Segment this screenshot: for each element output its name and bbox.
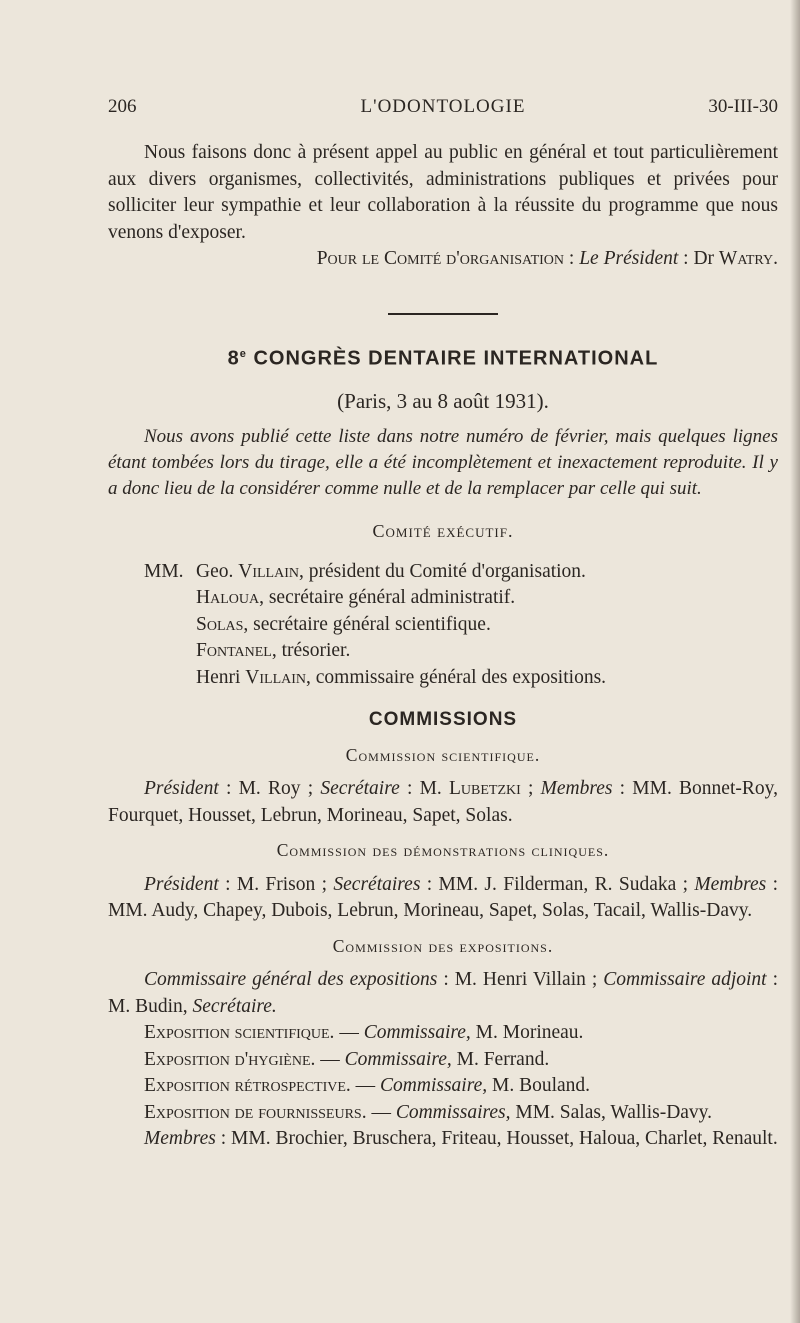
member-name: Villain	[245, 666, 307, 688]
congress-place-date: (Paris, 3 au 8 août 1931).	[337, 388, 549, 413]
adjoint-label: Commissaire adjoint	[603, 969, 767, 991]
issue-date: 30-III-30	[708, 96, 778, 117]
exposition-name: Exposition d'hygiène.	[144, 1048, 316, 1070]
exposition-commissioner: M. Morineau.	[470, 1022, 584, 1044]
page-edge-shadow	[790, 0, 800, 1323]
congress-title-text: CONGRÈS DENTAIRE INTERNATIONAL	[253, 347, 659, 370]
list-item	[196, 638, 778, 665]
secretary-name: Lubetzki	[449, 778, 521, 800]
secretaries-list: MM. J. Filderman, R. Sudaka	[438, 873, 677, 895]
separator: —	[315, 1048, 345, 1070]
commissions-title: COMMISSIONS	[368, 709, 518, 731]
exposition-role: Commissaire,	[380, 1075, 488, 1097]
list-item	[108, 1047, 778, 1074]
signature-role: Le Président	[579, 248, 679, 269]
members-label: Membres	[540, 778, 613, 800]
member-name: Haloua	[196, 587, 260, 609]
list-item	[196, 612, 778, 639]
page-number: 206	[108, 96, 137, 117]
separator: —	[350, 1075, 381, 1097]
adjoint-name: M. Budin,	[108, 995, 188, 1017]
secretary-prefix: M.	[419, 778, 442, 800]
list-item	[196, 585, 778, 612]
secretary-label: Secrétaire	[320, 778, 400, 800]
signature-line: Pour le Comité d'organisation : Le Président : Dr Watry.	[316, 248, 778, 269]
correction-note: Nous avons publié cette liste dans notre numéro de février, mais quelques lignes étant tombées lors du tirage, elle a été incomplètement et inexactement reproduite. Il y a donc lieu de la considérer comme nulle et de la remplacer par celle qui suit.	[108, 426, 778, 500]
scientific-commission-title: Commission scientifique.	[345, 744, 541, 765]
expositions-members: Membres : MM. Brochier, Bruschera, Friteau, Housset, Haloua, Charlet, Renault.	[144, 1128, 778, 1150]
exposition-commissioner: M. Ferrand.	[451, 1048, 550, 1070]
commissioner-name: M. Henri Villain	[454, 969, 586, 991]
member-role: , secrétaire général scientifique.	[243, 613, 491, 635]
member-name: Solas	[196, 613, 244, 635]
running-header	[108, 96, 778, 124]
list-item	[196, 665, 778, 692]
exposition-commissioner: MM. Salas, Wallis-Davy.	[510, 1101, 713, 1123]
member-first-name: Geo.	[196, 560, 234, 582]
commissioner-label: Commissaire général des expositions	[144, 969, 438, 991]
list-item	[108, 1020, 778, 1047]
members-label: Membres	[694, 873, 767, 895]
member-role: , secrétaire général administratif.	[259, 587, 516, 609]
separator: —	[366, 1101, 396, 1123]
list-item	[196, 559, 778, 586]
separator: —	[334, 1022, 364, 1044]
adjoint-role: Secrétaire.	[192, 995, 277, 1017]
congress-ordinal: 8	[227, 347, 240, 370]
member-role: , commissaire général des expositions.	[306, 666, 607, 688]
clinical-commission-body: Président : M. Frison ; Secrétaires : MM. J. Filderman, R. Sudaka ; Membres : MM. Audy, Chapey, Dubois, Lebrun, Morineau, Sapet, Solas, Tacail, Wallis-Davy.	[108, 873, 779, 922]
list-item	[108, 1073, 778, 1100]
journal-title: L'ODONTOLOGIE	[360, 96, 526, 117]
member-first-name: Henri	[196, 666, 241, 688]
scientific-commission-body: Président : M. Roy ; Secrétaire : M. Lubetzki ; Membres : MM. Bonnet-Roy, Fourquet, Housset, Lebrun, Morineau, Sapet, Solas.	[108, 778, 778, 826]
exposition-name: Exposition de fournisseurs.	[144, 1101, 367, 1123]
congress-ordinal-suffix: e	[239, 347, 247, 360]
intro-paragraph: Nous faisons donc à présent appel au public en général et tout particulièrement aux divers organismes, collectivités, administrations publiques et privées pour solliciter leur sympathie et leur collaboration à la réussite du programme que nous venons d'exposer.	[108, 142, 778, 243]
expositions-commission-body: Commissaire général des expositions : M. Henri Villain ; Commissaire adjoint : M. Budin, Secrétaire.	[108, 969, 778, 1017]
member-name: Villain	[238, 560, 299, 582]
exposition-name: Exposition scientifique.	[144, 1022, 335, 1044]
president-label: Président	[144, 873, 219, 895]
signature-title: Dr	[693, 248, 715, 269]
members-prefix: MM.	[144, 560, 184, 582]
signature-name: Watry.	[718, 248, 778, 269]
president-name: M. Frison	[236, 873, 316, 895]
members-list: MM. Brochier, Bruschera, Friteau, Housset, Haloua, Charlet, Renault.	[231, 1128, 778, 1150]
executive-member-list	[196, 559, 778, 692]
member-name: Fontanel	[196, 640, 272, 662]
list-item	[108, 1100, 778, 1127]
congress-title	[108, 341, 778, 372]
expositions-commission-title: Commission des expositions.	[332, 935, 554, 956]
members-list: MM. Audy, Chapey, Dubois, Lebrun, Morineau, Sapet, Solas, Tacail, Wallis-Davy.	[108, 900, 753, 922]
members-list: MM. Bonnet-Roy, Fourquet, Housset, Lebrun, Morineau, Sapet, Solas.	[108, 778, 778, 826]
executive-committee-title: Comité exécutif.	[372, 521, 514, 542]
secretaries-label: Secrétaires	[333, 873, 421, 895]
clinical-commission-title: Commission des démonstrations cliniques.	[276, 840, 610, 861]
exposition-role: Commissaire,	[344, 1048, 452, 1070]
exposition-role: Commissaires,	[395, 1101, 511, 1123]
member-role: , trésorier.	[271, 640, 351, 662]
section-divider	[388, 313, 498, 315]
exposition-role: Commissaire,	[363, 1022, 471, 1044]
page-content	[108, 140, 778, 1153]
exposition-name: Exposition rétrospective.	[144, 1075, 351, 1097]
exposition-commissioner: M. Bouland.	[487, 1075, 591, 1097]
signature-prefix: Pour le Comité d'organisation	[316, 248, 565, 269]
president-name: M. Roy	[238, 778, 301, 800]
executive-members	[108, 559, 778, 692]
members-label: Membres	[144, 1128, 216, 1150]
member-role: , président du Comité d'organisation.	[298, 560, 586, 582]
president-label: Président	[144, 778, 219, 800]
